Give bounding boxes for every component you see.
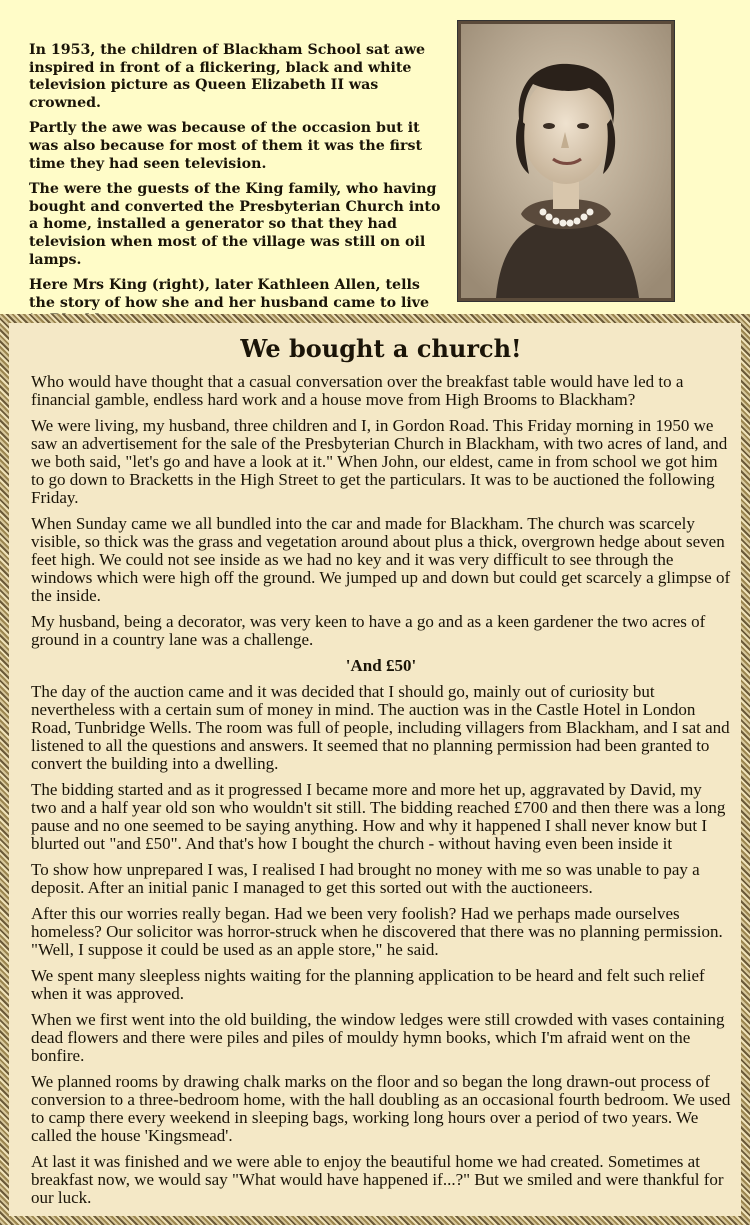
article-paragraph: When we first went into the old building, the window ledges were still crowded with vases containing dead flowers and there were piles and piles of mouldy hymn books, which I'm afraid went on the bonfire. — [31, 1010, 725, 1065]
article-paragraph: My husband, being a decorator, was very keen to have a go and as a keen gardener the two acres of ground in a country lane was a challenge. — [31, 612, 706, 649]
portrait-photo-frame — [457, 20, 675, 302]
article-paragraph: At last it was finished and we were able to enjoy the beautiful home we had created. Sometimes at breakfast now, we would say "What would have happened if...?" But we smiled and were thankful for our luck. — [31, 1152, 724, 1207]
intro-text — [29, 42, 441, 338]
article-panel — [0, 314, 750, 1225]
article-paragraph: We spent many sleepless nights waiting for the planning application to be heard and felt such relief when it was approved. — [31, 966, 705, 1003]
article-body — [31, 331, 731, 1215]
intro-paragraph: Here Mrs King (right), later Kathleen Allen, tells the story of how she and her husband came to live — [29, 277, 430, 311]
intro-paragraph: Partly the awe was because of the occasion but it was also because for most of them it was the first time they had seen television. — [29, 120, 423, 172]
article-paragraph: After this our worries really began. Had we been very foolish? Had we perhaps made ourselves homeless? Our solicitor was horror-struck when he discovered that there was no planning permission. "Well, I suppose it could be used as an apple store," he said. — [31, 904, 723, 959]
article-paragraph: To show how unprepared I was, I realised I had brought no money with me so was unable to pay a deposit. After an initial panic I managed to get this sorted out with the auctioneers. — [31, 860, 700, 897]
article-paragraph: We were living, my husband, three children and I, in Gordon Road. This Friday morning in 1950 we saw an advertisement for the sale of the Presbyterian Church in Blackham, with two acres of land, and we both said, "let's go and have a look at it." When John, our eldest, came in from school we got him to go down to Bracketts in the High Street to get the particulars. It was to be auctioned the following Friday. — [31, 416, 728, 507]
article-paragraph: Who would have thought that a casual conversation over the breakfast table would have led to a financial gamble, endless hard work and a house move from High Brooms to Blackham? — [31, 372, 684, 409]
article-paragraph: We planned rooms by drawing chalk marks on the floor and so began the long drawn-out process of conversion to a three-bedroom home, with the hall doubling as an occasional fourth bedroom. We used to camp there every weekend in sleeping bags, working long hours over a period of two years. We called the house 'Kingsmead'. — [31, 1072, 731, 1145]
article-paragraph: The bidding started and as it progressed I became more and more het up, aggravated by David, my two and a half year old son who wouldn't sit still. The bidding reached £700 and then there was a long pause and no one seemed to be saying anything. How and why it happened I shall never know but I blurted out "and £50". And that's how I bought the church - without having even been inside it — [31, 780, 726, 853]
article-subheading: 'And £50' — [345, 656, 417, 675]
article-paragraph: The day of the auction came and it was decided that I should go, mainly out of curiosity but nevertheless with a certain sum of money in mind. The auction was in the Castle Hotel in London Road, Tunbridge Wells. The room was full of people, including villagers from Blackham, and I sat and listened to all the questions and answers. It seemed that no planning permission had been granted to convert the building into a dwelling. — [31, 682, 730, 773]
portrait-photo-icon — [461, 24, 671, 298]
intro-paragraph: The were the guests of the King family, who having bought and converted the Presbyterian Church into a home, installed a generator so that they had television when most of the village was still on oil lamps. — [29, 181, 441, 268]
intro-paragraph: In 1953, the children of Blackham School sat awe inspired in front of a flickering, black and white television picture as Queen Elizabeth II was crowned. — [29, 42, 426, 111]
article-paragraph: When Sunday came we all bundled into the car and made for Blackham. The church was scarcely visible, so thick was the grass and vegetation around about plus a thick, overgrown hedge about seven feet high. We could not see inside as we had no key and it was very difficult to see through the windows which were high off the ground. We jumped up and down but could get scarcely a glimpse of the inside. — [31, 514, 731, 605]
article-title: We bought a church! — [240, 334, 522, 363]
